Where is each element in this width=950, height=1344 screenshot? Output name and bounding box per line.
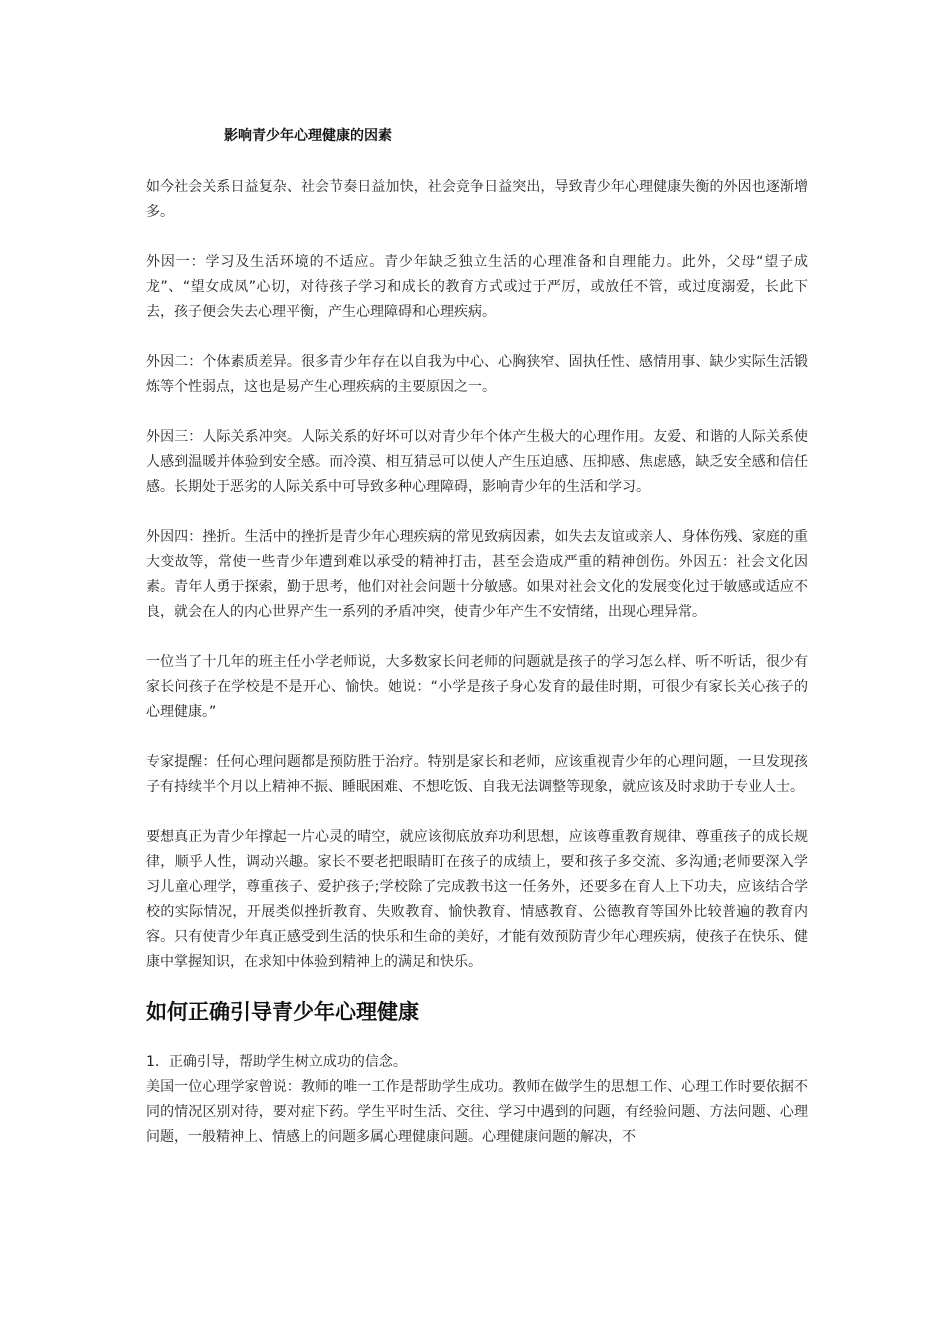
document-page: [146, 124, 808, 1150]
paragraph-external-cause-4-5: 外因四：挫折。生活中的挫折是青少年心理疾病的常见致病因素，如失去友谊或亲人、身体伤残、家庭的重大变故等，常使一些青少年遭到难以承受的精神打击，甚至会造成严重的精神创伤。外因五：社会文化因素。青年人勇于探索，勤于思考，他们对社会问题十分敏感。如果对社会文化的发展变化过于敏感或适应不良，就会在人的内心世界产生一系列的矛盾冲突，使青少年产生不安情绪，出现心理异常。: [146, 529, 808, 620]
list-item-body: 美国一位心理学家曾说：教师的唯一工作是帮助学生成功。教师在做学生的思想工作、心理工作时要依据不同的情况区别对待，要对症下药。学生平时生活、交往、学习中遇到的问题，有经验问题、方法问题、心理问题，一般精神上、情感上的问题多属心理健康问题。心理健康问题的解决，不: [146, 1079, 808, 1145]
list-item-title: 1．正确引导，帮助学生树立成功的信念。: [146, 1054, 407, 1070]
paragraph-expert-reminder: 专家提醒：任何心理问题都是预防胜于治疗。特别是家长和老师，应该重视青少年的心理问题，一旦发现孩子有持续半个月以上精神不振、睡眠困难、不想吃饭、自我无法调整等现象，就应该及时求助于专业人士。: [146, 754, 808, 795]
paragraph-intro: 如今社会关系日益复杂、社会节奏日益加快，社会竞争日益突出，导致青少年心理健康失衡的外因也逐渐增多。: [146, 179, 808, 220]
section-heading: 如何正确引导青少年心理健康: [146, 1000, 419, 1024]
paragraph-external-cause-1: 外因一：学习及生活环境的不适应。青少年缺乏独立生活的心理准备和自理能力。此外，父母“望子成龙”、“望女成凤”心切，对待孩子学习和成长的教育方式或过于严厉，或放任不管，或过度溺爱，长此下去，孩子便会失去心理平衡，产生心理障碍和心理疾病。: [146, 254, 808, 320]
paragraph-external-cause-2: 外因二：个体素质差异。很多青少年存在以自我为中心、心胸狭窄、固执任性、感情用事、缺少实际生活锻炼等个性弱点，这也是易产生心理疾病的主要原因之一。: [146, 354, 808, 395]
paragraph-teacher-quote: 一位当了十几年的班主任小学老师说，大多数家长问老师的问题就是孩子的学习怎么样、听不听话，很少有家长问孩子在学校是不是开心、愉快。她说：“小学是孩子身心发育的最佳时期，可很少有家长关心孩子的心理健康。”: [146, 654, 808, 720]
paragraph-recommendations: 要想真正为青少年撑起一片心灵的晴空，就应该彻底放弃功利思想，应该尊重教育规律、尊重孩子的成长规律，顺乎人性，调动兴趣。家长不要老把眼睛盯在孩子的成绩上，要和孩子多交流、多沟通;老师要深入学习儿童心理学，尊重孩子、爱护孩子;学校除了完成教书这一任务外，还要多在育人上下功夫，应该结合学校的实际情况，开展类似挫折教育、失败教育、愉快教育、情感教育、公德教育等国外比较普遍的教育内容。只有使青少年真正感受到生活的快乐和生命的美好，才能有效预防青少年心理疾病，使孩子在快乐、健康中掌握知识，在求知中体验到精神上的满足和快乐。: [146, 829, 808, 970]
document-title: 影响青少年心理健康的因素: [224, 128, 392, 144]
paragraph-external-cause-3: 外因三：人际关系冲突。人际关系的好坏可以对青少年个体产生极大的心理作用。友爱、和谐的人际关系使人感到温暖并体验到安全感。而冷漠、相互猜忌可以使人产生压迫感、压抑感、焦虑感，缺乏安全感和信任感。长期处于恶劣的人际关系中可导致多种心理障碍，影响青少年的生活和学习。: [146, 429, 808, 495]
